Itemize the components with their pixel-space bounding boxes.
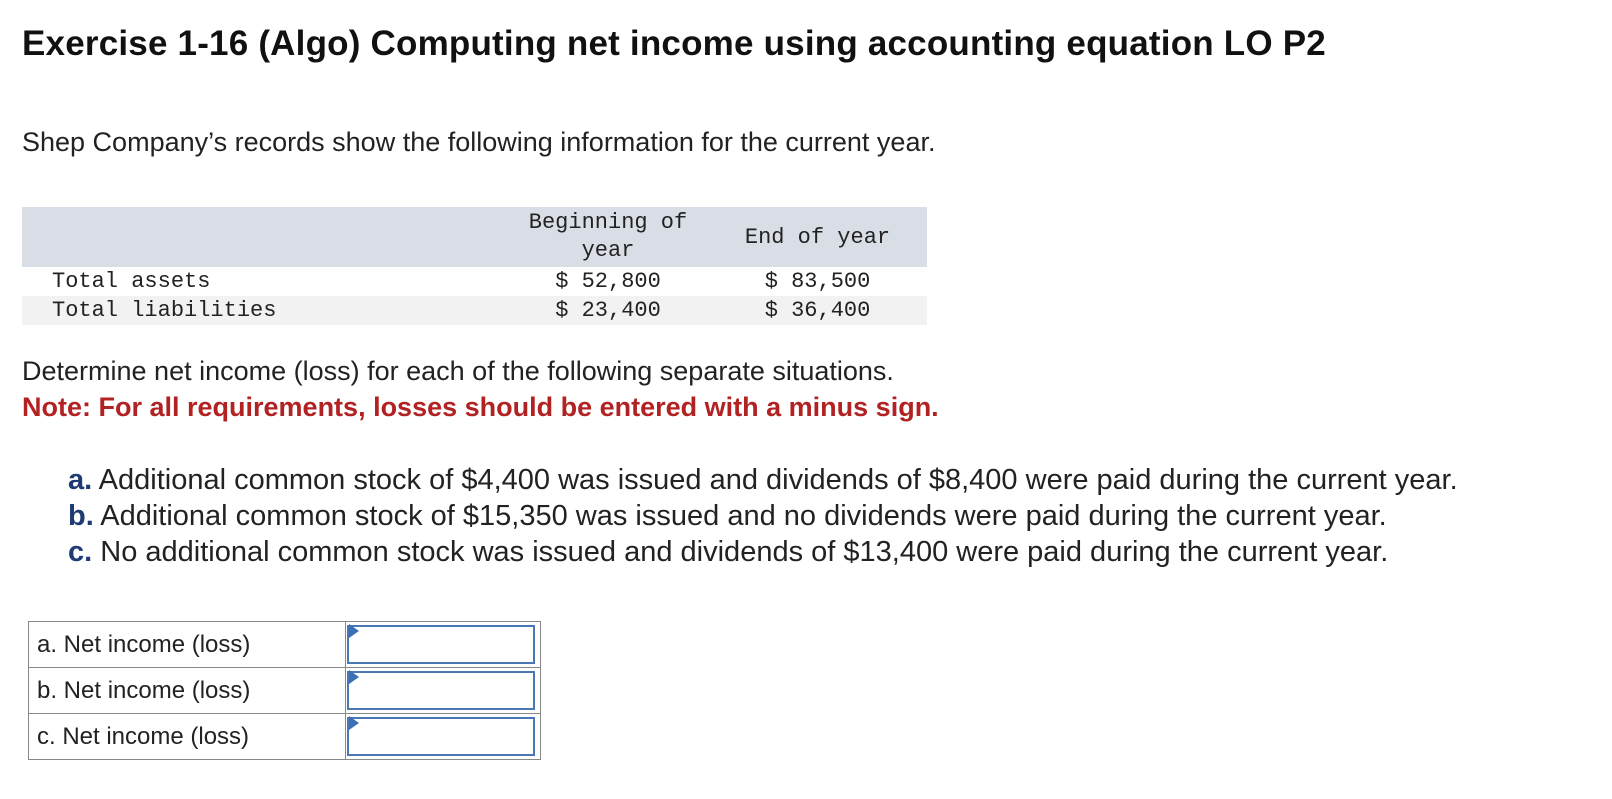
situation-text: Additional common stock of $15,350 was issued and no dividends were paid during the current year. (100, 500, 1387, 532)
header-beginning-line1: Beginning of (528, 210, 688, 235)
exercise-title: Exercise 1-16 (Algo) Computing net income using accounting equation LO P2 (22, 24, 1326, 63)
beginning-value: $ 52,800 (555, 269, 661, 294)
net-income-a-input[interactable] (347, 625, 535, 664)
answer-label: a. Net income (loss) (29, 622, 346, 668)
situation-letter: c. (68, 536, 93, 568)
answer-label: c. Net income (loss) (29, 714, 346, 760)
header-blank (22, 207, 508, 267)
table-header-row (22, 207, 927, 267)
answer-row (29, 668, 541, 714)
answer-cell (346, 714, 541, 760)
input-marker-icon (349, 670, 359, 684)
end-value: $ 36,400 (708, 296, 927, 325)
situation-text: No additional common stock was issued and dividends of $13,400 were paid during the current year. (100, 536, 1389, 568)
situation-item (68, 534, 1458, 570)
input-marker-icon (349, 624, 359, 638)
net-income-c-input[interactable] (347, 717, 535, 756)
header-beginning-line2: year (581, 238, 635, 263)
header-end-of-year: End of year (708, 207, 927, 267)
answer-cell (346, 622, 541, 668)
note-text: Note: For all requirements, losses should be entered with a minus sign. (22, 392, 939, 422)
beginning-value: $ 23,400 (508, 296, 708, 325)
answer-row (29, 714, 541, 760)
table-row (22, 296, 927, 325)
intro-text: Shep Company’s records show the following information for the current year. (22, 127, 936, 157)
header-beginning-of-year (508, 207, 708, 267)
end-value: $ 83,500 (764, 269, 871, 294)
situation-letter: b. (68, 500, 94, 532)
answer-table (28, 621, 541, 760)
situation-text: Additional common stock of $4,400 was issued and dividends of $8,400 were paid during the current year. (98, 464, 1458, 496)
net-income-b-input[interactable] (347, 671, 535, 710)
situation-letter: a. (68, 464, 93, 496)
situation-item (68, 462, 1458, 498)
row-label: Total liabilities (22, 296, 508, 325)
answer-row (29, 622, 541, 668)
balance-data-table (22, 207, 927, 325)
answer-label: b. Net income (loss) (29, 668, 346, 714)
situations-list (68, 462, 1458, 570)
situation-item (68, 498, 1458, 534)
answer-cell (346, 668, 541, 714)
table-row (22, 267, 927, 296)
input-marker-icon (349, 716, 359, 730)
instruction-text: Determine net income (loss) for each of the following separate situations. (22, 356, 894, 386)
row-label: Total assets (52, 269, 211, 294)
